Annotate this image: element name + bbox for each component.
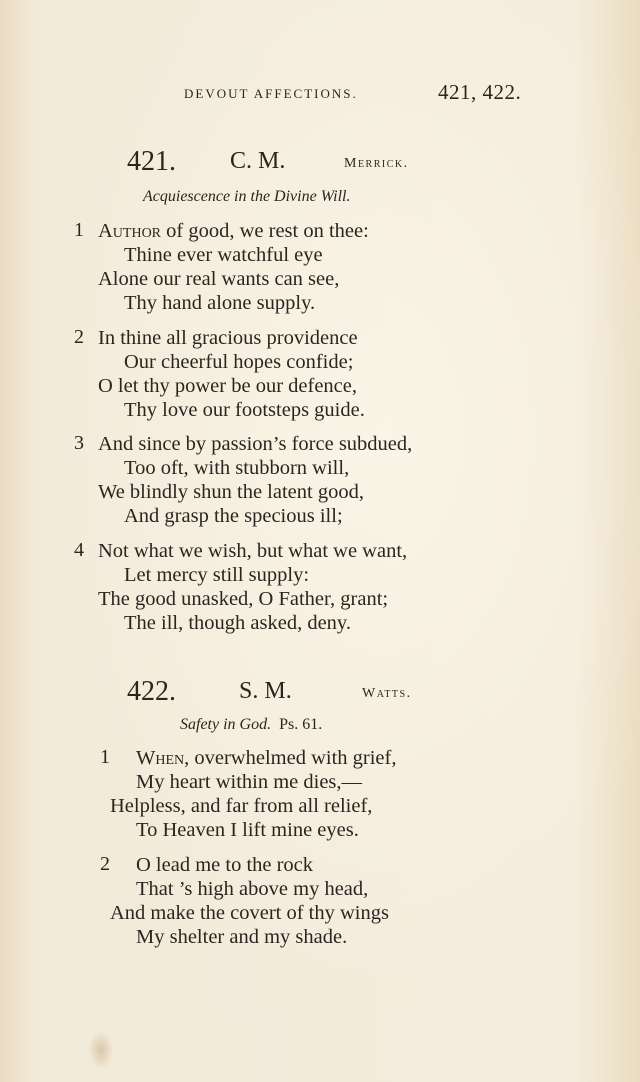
verse-line-2: Our cheerful hopes confide; bbox=[124, 351, 354, 373]
verse-line-2: That ’s high above my head, bbox=[136, 878, 369, 900]
running-head-title: DEVOUT AFFECTIONS. bbox=[184, 86, 358, 101]
subtitle-text: Safety in God. bbox=[180, 716, 272, 733]
verse-line-2: Too oft, with stubborn will, bbox=[124, 457, 350, 479]
hymn-meter: C. M. bbox=[230, 148, 286, 174]
verse-line-4: The ill, though asked, deny. bbox=[124, 612, 351, 634]
verse-line-1: Not what we wish, but what we want, bbox=[98, 540, 408, 562]
running-head-page-numbers: 421, 422. bbox=[438, 80, 522, 104]
verse-line-3: Helpless, and far from all relief, bbox=[110, 795, 373, 817]
verse-line-2: Let mercy still supply: bbox=[124, 564, 310, 586]
hymn-meter: S. M. bbox=[239, 678, 292, 704]
hymn-421-header bbox=[0, 146, 640, 180]
psalm-reference: Ps. 61. bbox=[279, 716, 323, 733]
running-head bbox=[0, 82, 640, 106]
verse-line-1: And since by passion’s force subdued, bbox=[98, 433, 413, 455]
verse-line-1 bbox=[98, 219, 369, 243]
verse-line-1 bbox=[136, 746, 396, 770]
verse-first-rest: , overwhelmed with grief, bbox=[184, 747, 397, 769]
verse-line-4: My shelter and my shade. bbox=[136, 926, 348, 948]
verse-line-3: We blindly shun the latent good, bbox=[98, 481, 364, 503]
verse-line-4: Thy hand alone supply. bbox=[124, 292, 316, 314]
hymn-422-subtitle bbox=[180, 716, 322, 734]
verse-first-rest: of good, we rest on thee: bbox=[161, 220, 369, 242]
verse-number: 2 bbox=[100, 853, 110, 875]
verse-first-word: Author bbox=[98, 220, 162, 242]
hymn-composer: Merrick. bbox=[344, 156, 409, 171]
verse-line-3: And make the covert of thy wings bbox=[110, 902, 389, 924]
verse-line-2: Thine ever watchful eye bbox=[124, 244, 323, 266]
verse-number: 3 bbox=[74, 432, 84, 454]
paper-stain bbox=[88, 1030, 114, 1070]
verse-line-1: O lead me to the rock bbox=[136, 854, 314, 876]
hymn-422-header bbox=[0, 676, 640, 710]
hymn-number: 421. bbox=[127, 146, 176, 177]
verse-number: 1 bbox=[100, 746, 110, 768]
verse-line-3: The good unasked, O Father, grant; bbox=[98, 588, 389, 610]
hymn-composer: Watts. bbox=[362, 686, 412, 701]
verse-line-1: In thine all gracious providence bbox=[98, 327, 358, 349]
verse-line-2: My heart within me dies,— bbox=[136, 771, 363, 793]
verse-first-word: When bbox=[136, 747, 185, 769]
verse-number: 4 bbox=[74, 539, 84, 561]
verse-number: 2 bbox=[74, 326, 84, 348]
verse-number: 1 bbox=[74, 219, 84, 241]
verse-line-3: O let thy power be our defence, bbox=[98, 375, 357, 397]
verse-line-3: Alone our real wants can see, bbox=[98, 268, 340, 290]
hymn-421-subtitle: Acquiescence in the Divine Will. bbox=[143, 188, 351, 205]
verse-line-4: And grasp the specious ill; bbox=[124, 505, 343, 527]
verse-line-4: Thy love our footsteps guide. bbox=[124, 399, 365, 421]
hymn-number: 422. bbox=[127, 676, 176, 707]
verse-line-4: To Heaven I lift mine eyes. bbox=[136, 819, 359, 841]
